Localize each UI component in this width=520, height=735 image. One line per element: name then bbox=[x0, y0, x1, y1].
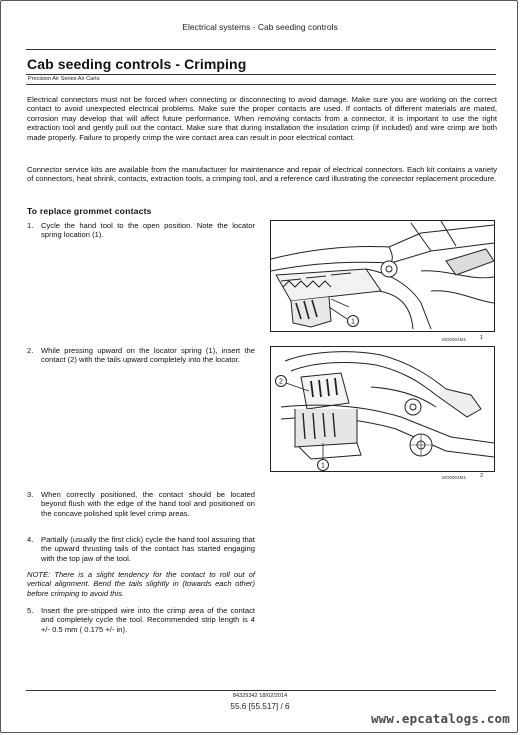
figure-code: MO0004M1 bbox=[442, 475, 467, 480]
step-number: 4. bbox=[27, 535, 34, 544]
intro-paragraph-2: Connector service kits are available from the manufacturer for maintenance and repair of electrical connectors. Each kit contains a variety of connectors, heat shrink, contacts, extraction tools, a crimping tool, and a reference card illustrating the connector replacement procedure. bbox=[27, 165, 497, 184]
watermark: www.epcatalogs.com bbox=[370, 711, 510, 726]
step-text: Insert the pre-stripped wire into the crimp area of the contact and completely cycle the tool. Recommended strip length is 4 +/- 0.5 mm ( 0.175 +/- in). bbox=[41, 606, 255, 634]
step-1 bbox=[27, 221, 255, 240]
model-subtitle: Precision Air Series Air Carts bbox=[28, 76, 100, 82]
callout-1: 1 bbox=[351, 318, 355, 326]
figure-2-contact-inserted bbox=[270, 346, 495, 480]
step-number: 1. bbox=[27, 221, 34, 230]
footer-rule bbox=[26, 690, 496, 691]
step-text: Partially (usually the first click) cycle the hand tool assuring that the upward thrusting tails of the contact has started engaging with the top jaw of the tool. bbox=[41, 535, 255, 563]
figure-1-crimp-tool-open bbox=[270, 220, 495, 342]
step-number: 5. bbox=[27, 606, 34, 615]
intro-paragraph-1: Electrical connectors must not be forced when connecting or disconnecting to avoid damage. Make sure you are working on the correct contact to avoid unexpected electrical problems. Make sure the proper contacts are used. If contacts of different materials are mated, corrosion may develop that will affect future performance. When removing contacts from a connector, it is important to use the right extraction tool and gently pull out the contact. Make sure that during installation the insulation crimp (if included) and wire crimp are both made properly. Failure to properly crimp the wire contact area can result in poor electrical contact. bbox=[27, 95, 497, 142]
page-title: Cab seeding controls - Crimping bbox=[27, 56, 247, 72]
step-number: 3. bbox=[27, 490, 34, 499]
step-4 bbox=[27, 535, 255, 563]
crimp-tool-illustration-2 bbox=[271, 347, 494, 471]
step-text: While pressing upward on the locator spring (1), insert the contact (2) with the tails upward completely into the locator. bbox=[41, 346, 255, 365]
figure-code: MO0004M1 bbox=[442, 337, 467, 342]
step-3 bbox=[27, 490, 255, 518]
step-text: Cycle the hand tool to the open position. Note the locator spring location (1). bbox=[41, 221, 255, 240]
figure-number: 2 bbox=[480, 473, 484, 479]
section-heading: To replace grommet contacts bbox=[27, 206, 152, 216]
callout-1: 1 bbox=[321, 462, 325, 470]
step-2 bbox=[27, 346, 255, 365]
figure-number: 1 bbox=[480, 335, 484, 341]
header-rule bbox=[26, 49, 496, 50]
step-number: 2. bbox=[27, 346, 34, 355]
crimp-tool-illustration-1 bbox=[271, 221, 494, 331]
step-text: When correctly positioned, the contact should be located beyond flush with the edge of the hand tool and positioned on the concave polished split level crimp areas. bbox=[41, 490, 255, 518]
footer-doc-ref: 84329342 18/02/2014 bbox=[232, 693, 288, 699]
callout-2: 2 bbox=[279, 378, 283, 386]
note: NOTE: There is a slight tendency for the contact to roll out of vertical alignment. Bend the tails slightly in (towards each other) before crimping to avoid this. bbox=[27, 570, 255, 598]
running-header: Electrical systems - Cab seeding controls bbox=[182, 22, 338, 32]
footer-page-number: 55.6 [55.517] / 6 bbox=[230, 702, 290, 711]
step-5 bbox=[27, 606, 255, 634]
